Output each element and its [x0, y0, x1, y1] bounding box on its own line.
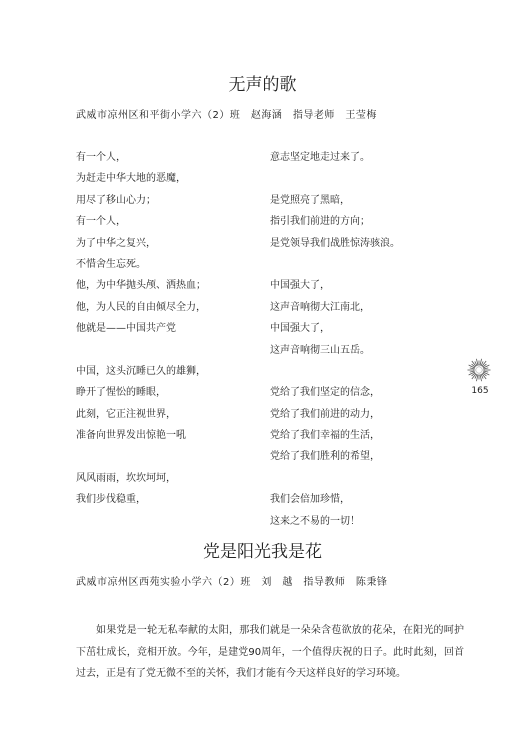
page-number: 165	[471, 386, 489, 396]
stanza-gap	[270, 168, 450, 189]
poem-line: 睁开了惺忪的睡眼，	[76, 387, 166, 399]
essay-title: 党是阳光我是花	[203, 542, 322, 562]
essay-byline: 武威市凉州区西苑实验小学六（2）班 刘 越 指导教师 陈秉锋	[76, 577, 388, 588]
poem-line: 这来之不易的一切！	[270, 515, 360, 527]
stanza-gap	[270, 468, 450, 489]
poem-line: 党给了我们前进的动力，	[270, 408, 380, 420]
poem-line: 有一个人，	[76, 216, 126, 228]
poem-line: 这声音响彻三山五岳。	[270, 344, 370, 356]
poem-line: 是党领导我们战胜惊涛骇浪。	[270, 237, 400, 249]
poem-line: 用尽了移山心力；	[76, 194, 156, 206]
poem-title: 无声的歌	[228, 75, 297, 95]
poem-line: 风风雨雨，坎坎坷坷，	[76, 472, 176, 484]
stanza-gap	[76, 446, 256, 467]
stanza-gap	[76, 340, 256, 361]
poem-line: 为赶走中华大地的恶魔，	[76, 173, 186, 185]
poem-line: 准备向世界发出惊艳一吼	[76, 430, 186, 442]
poem-line: 党给了我们胜利的希望，	[270, 451, 380, 463]
poem-line: 我们步伐稳重，	[76, 494, 146, 506]
poem-line: 他就是——中国共产党	[76, 323, 176, 335]
poem-line: 党给了我们坚定的信念，	[270, 387, 380, 399]
poem-line: 这声音响彻大江南北，	[270, 301, 370, 313]
stanza-gap	[270, 254, 450, 275]
poem-line: 我们会倍加珍惜，	[270, 494, 350, 506]
stanza-gap	[270, 361, 450, 382]
poem-line: 他，为中华抛头颅、洒热血；	[76, 280, 206, 292]
poem-line: 不惜舍生忘死。	[76, 258, 146, 270]
poem-line: 他，为人民的自由倾尽全力，	[76, 301, 206, 313]
essay-paragraph: 如果党是一轮无私奉献的太阳，那我们就是一朵朵含苞欲放的花朵，在阳光的呵护下茁壮成长，竞相开放。今年，是建党90周年，一个值得庆祝的日子。此时此刻，回首过去，正是有了党无微不至的关怀，我们才能有今天这样良好的学习环境。	[76, 625, 464, 679]
poem-line: 党给了我们幸福的生活，	[270, 430, 380, 442]
poem-line: 中国强大了，	[270, 280, 330, 292]
poem-right-column	[270, 147, 450, 532]
poem-line: 中国强大了，	[270, 323, 330, 335]
poem-line: 此刻，它正注视世界，	[76, 408, 176, 420]
poem-left-column	[76, 147, 256, 511]
poem-line: 是党照亮了黑暗，	[270, 194, 350, 206]
poem-line: 指引我们前进的方向；	[270, 216, 370, 228]
poem-byline: 武威市凉州区和平街小学六（2）班 赵海涵 指导老师 王莹梅	[76, 110, 377, 121]
poem-line: 有一个人，	[76, 152, 126, 163]
poem-line: 意志坚定地走过来了。	[270, 152, 370, 163]
sunburst-icon	[467, 358, 491, 382]
poem-line: 中国，这头沉睡已久的雄狮，	[76, 365, 206, 377]
poem-line: 为了中华之复兴，	[76, 237, 156, 249]
